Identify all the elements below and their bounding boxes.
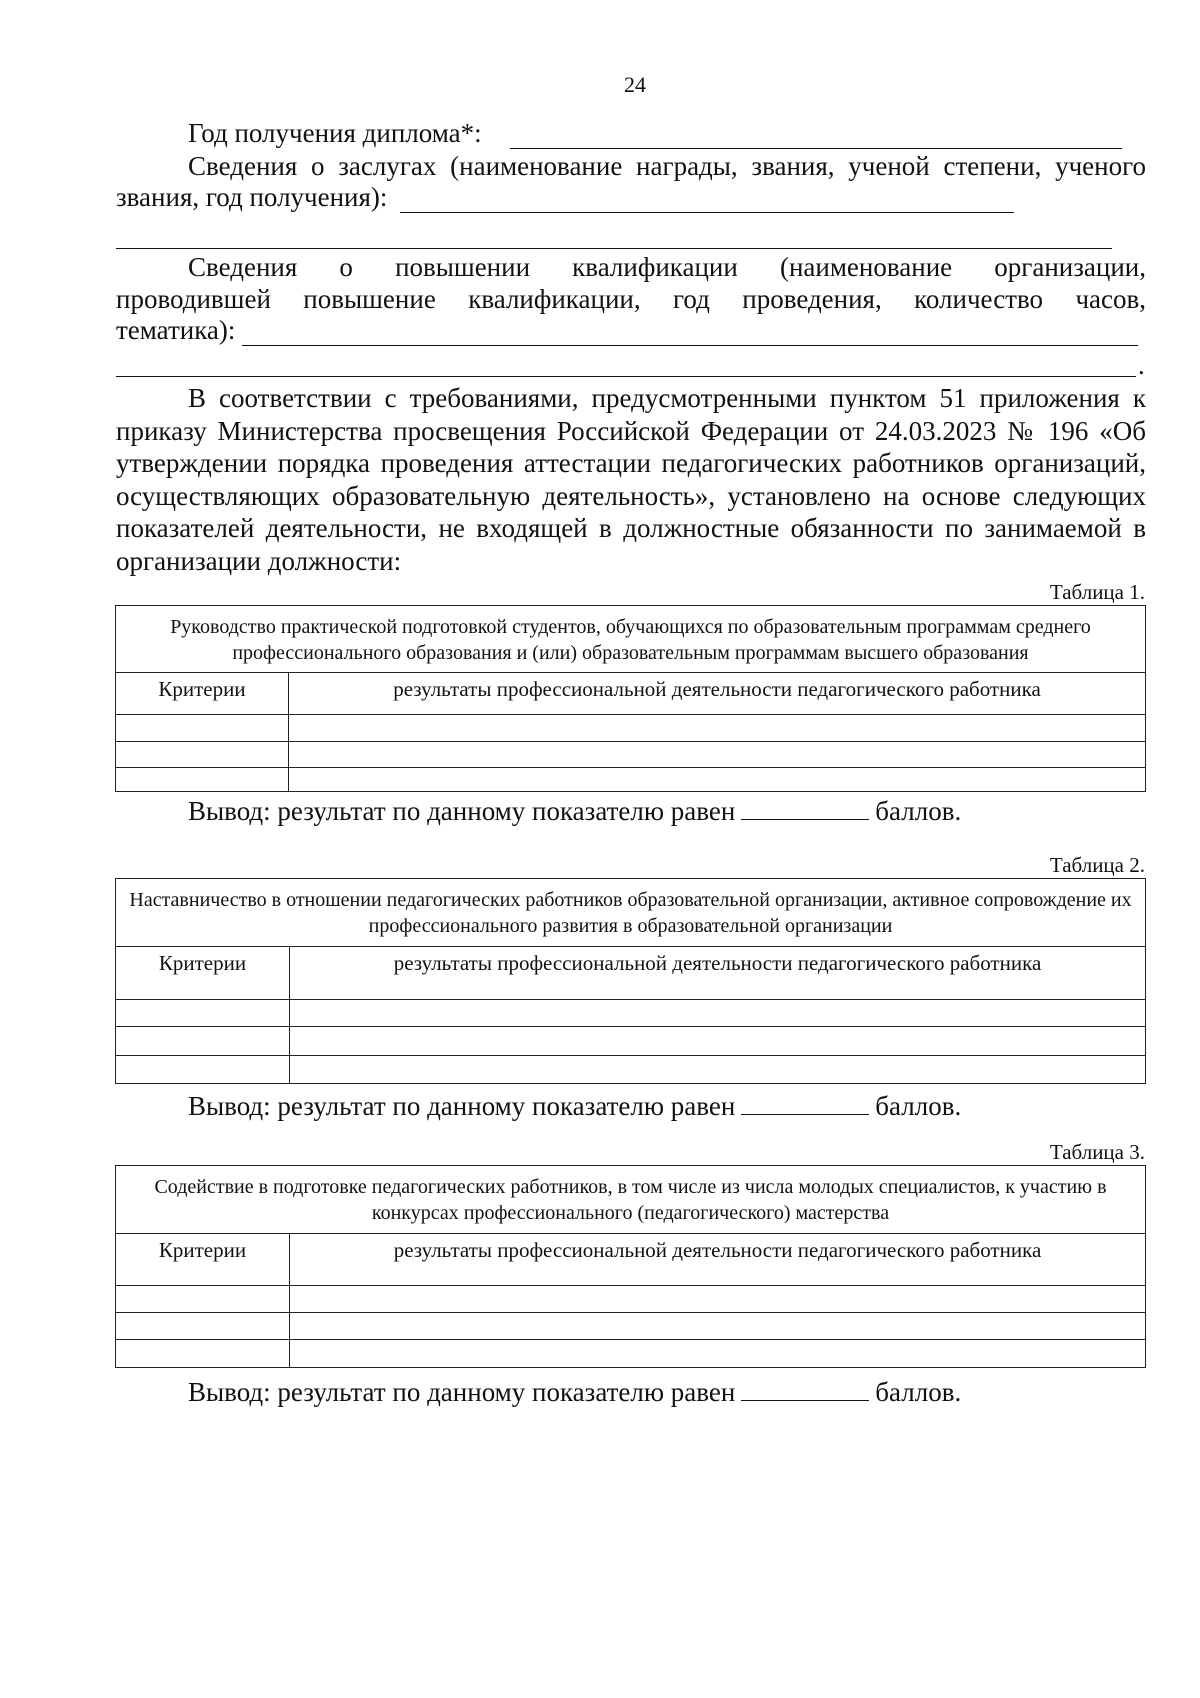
table-2-cell[interactable] [116, 1000, 290, 1027]
page-number: 24 [624, 72, 646, 97]
table-2-conclusion [188, 1090, 961, 1122]
table-2 [115, 878, 1146, 1084]
table-2-cell[interactable] [116, 1056, 290, 1084]
qualification-field[interactable] [242, 345, 1138, 346]
table-3-criteria-header: Критерии [116, 1234, 290, 1286]
table-3-title: Содействие в подготовке педагогических работников, в том числе из числа молодых специалистов, к участию в конкурсах профессионального (педагогического) мастерства [116, 1166, 1146, 1234]
table-1-cell[interactable] [116, 715, 289, 742]
qualification-period: . [1138, 350, 1145, 380]
table-3-cell[interactable] [116, 1313, 290, 1340]
table-2-results-header: результаты профессиональной деятельности педагогического работника [290, 947, 1146, 1000]
table-1-cell[interactable] [289, 768, 1146, 792]
diploma-year-field[interactable] [510, 148, 1122, 149]
table-2-criteria-header: Критерии [116, 947, 290, 1000]
table-2-cell[interactable] [290, 1027, 1146, 1056]
score-field[interactable] [741, 795, 869, 820]
table-1-cell[interactable] [289, 742, 1146, 768]
qualification-line-1: Сведения о повышении квалификации (наименование организации, [188, 252, 1146, 282]
qualification-line-3: тематика): [116, 315, 236, 345]
merits-field[interactable] [400, 212, 1014, 213]
table-3-cell[interactable] [290, 1286, 1146, 1313]
score-field[interactable] [741, 1090, 869, 1115]
table-1-criteria-header: Критерии [116, 673, 289, 715]
conclusion-suffix: баллов. [875, 1377, 962, 1407]
score-field[interactable] [741, 1376, 869, 1401]
merits-field-extra[interactable] [116, 248, 1112, 249]
table-1-cell[interactable] [116, 768, 289, 792]
table-3-caption: Таблица 3. [1049, 1140, 1145, 1164]
merits-text: Сведения о заслугах (наименование награды, звания, ученой степени, ученого [188, 151, 1146, 181]
table-2-caption: Таблица 2. [1049, 853, 1145, 877]
table-1-caption: Таблица 1. [1049, 580, 1145, 604]
conclusion-suffix: баллов. [875, 796, 962, 826]
conclusion-suffix: баллов. [875, 1091, 962, 1121]
table-2-cell[interactable] [116, 1027, 290, 1056]
table-1-cell[interactable] [116, 742, 289, 768]
table-1-results-header: результаты профессиональной деятельности педагогического работника [289, 673, 1146, 715]
conclusion-prefix: Вывод: результат по данному показателю равен [188, 1377, 736, 1407]
table-1-cell[interactable] [289, 715, 1146, 742]
conclusion-prefix: Вывод: результат по данному показателю равен [188, 796, 736, 826]
table-2-cell[interactable] [290, 1000, 1146, 1027]
merits-text-cont: звания, год получения): [116, 182, 388, 212]
table-3-results-header: результаты профессиональной деятельности педагогического работника [290, 1234, 1146, 1286]
table-3-cell[interactable] [116, 1340, 290, 1368]
table-3-cell[interactable] [290, 1313, 1146, 1340]
table-3-cell[interactable] [290, 1340, 1146, 1368]
conclusion-prefix: Вывод: результат по данному показателю равен [188, 1091, 736, 1121]
table-1-title: Руководство практической подготовкой студентов, обучающихся по образовательным программам среднего профессионального образования и (или) образовательным программам высшего образования [116, 606, 1146, 673]
table-1 [115, 605, 1146, 792]
qualification-field-extra[interactable] [116, 376, 1136, 377]
qualification-line-2: проводившей повышение квалификации, год проведения, количество часов, [116, 284, 1146, 314]
table-2-title: Наставничество в отношении педагогических работников образовательной организации, активное сопровождение их профессионального развития в образовательной организации [116, 879, 1146, 947]
diploma-year-label: Год получения диплома*: [188, 118, 482, 148]
table-2-cell[interactable] [290, 1056, 1146, 1084]
table-3 [115, 1165, 1146, 1368]
main-paragraph: В соответствии с требованиями, предусмотренными пунктом 51 приложения к приказу Министерства просвещения Российской Федерации от 24.03.2023 № 196 «Об утверждении порядка проведения аттестации педагогических работников организаций, осуществляющих образовательную деятельность», установлено на основе следующих показателей деятельности, не входящей в должностные обязанности по занимаемой в организации должности: [116, 383, 1146, 576]
table-3-cell[interactable] [116, 1286, 290, 1313]
table-1-conclusion [188, 795, 961, 827]
table-3-conclusion [188, 1376, 961, 1408]
